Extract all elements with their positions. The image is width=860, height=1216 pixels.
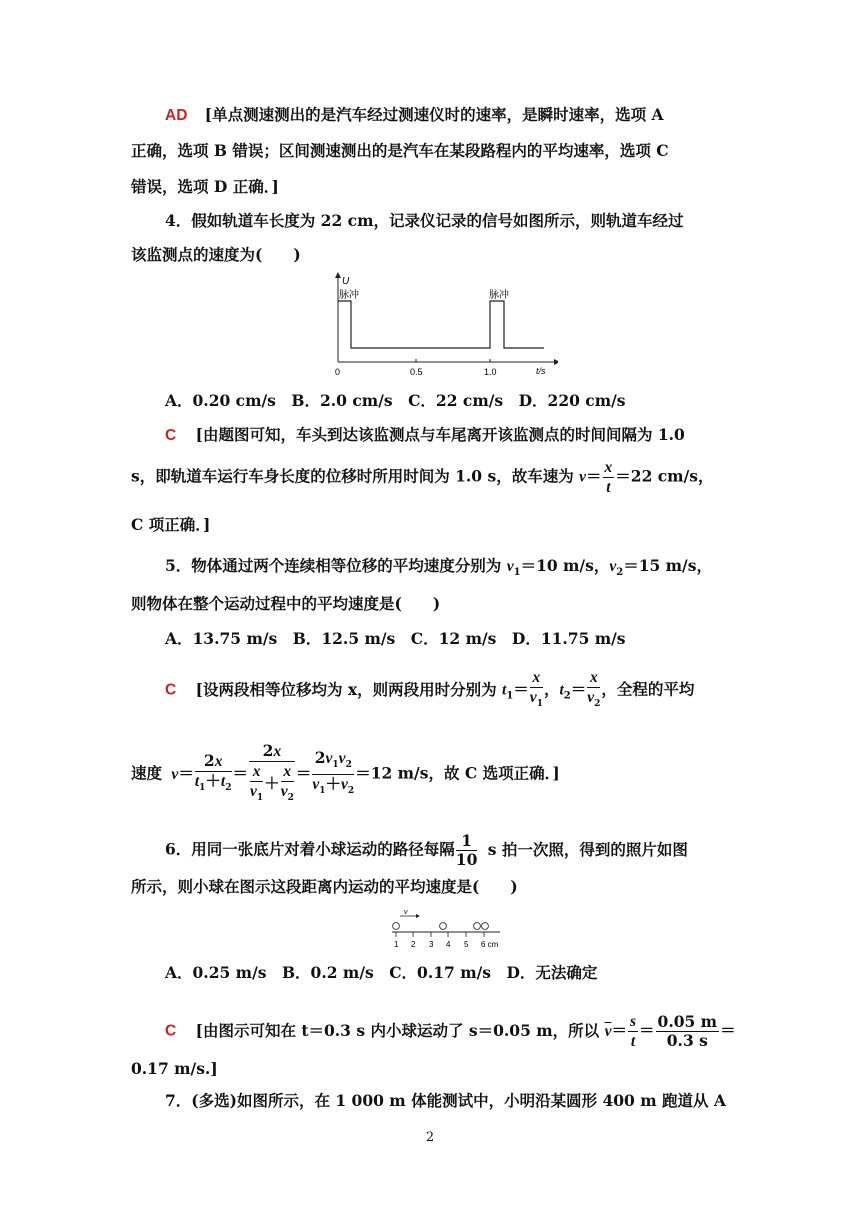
ruler-label-3: 3 [429, 940, 434, 949]
velocity-arrow-label: v [404, 909, 408, 916]
solution-text: ，全程的平均 [601, 679, 695, 699]
solution-text: [单点测速测出的是汽车经过测速仪时的速率，是瞬时速率，选项 A [204, 105, 664, 124]
q6-options: A．0.25 m/s B．0.2 m/s C．0.17 m/s D．无法确定 [165, 963, 598, 982]
q7-stem-line-1: 7．(多选)如图所示，在 1 000 m 体能测试中，小明沿某圆形 400 m 跑道从 A [165, 1091, 726, 1110]
fraction-2x-over-x-sum: 2x $\frac{x}{v_1}$ ＋ $\frac{x}{v_2}$ [250, 741, 294, 804]
stem-text: ＝10 m/s， [520, 556, 610, 575]
solution-text: ＝12 m/s，故 C 选项正确．] [355, 763, 560, 783]
q5-stem-line-1: 5．物体通过两个连续相等位移的平均速度分别为 $v_1=10$ m/s，$v_2=15$ m/s， [165, 556, 712, 579]
ball-position-4 [482, 923, 489, 930]
q6-solution-line-1: C [由图示可知在 t＝0.3 s 内小球运动了 s＝0.05 m，所以 $\overline{v}=$ $\frac{s}{t}$ ＝ $\frac{0.05 m}{0.3 s}$ ＝ [165, 1012, 736, 1050]
ruler-label-4: 4 [446, 940, 451, 949]
q6-solution-line-2: 0.17 m/s.] [131, 1059, 218, 1078]
solution-text: 速度 [131, 763, 163, 783]
x-axis-label: t/s [536, 366, 546, 376]
pulse-label-1: 脉冲 [339, 290, 359, 301]
q4-solution-line-1 [165, 424, 685, 447]
solution-text: [由题图可知，车头到达该监测点与车尾离开该监测点的时间间隔为 1.0 [195, 425, 685, 444]
q4-stem-line-1: 4．假如轨道车长度为 22 cm，记录仪记录的信号如图所示，则轨道车经过 [165, 211, 684, 230]
fraction-2x-over-t-sum: $\frac{2x}{t_1+t_2}$ [194, 751, 232, 794]
ruler-label-5: 5 [464, 940, 469, 949]
tick-label-0.5: 0.5 [410, 367, 423, 377]
q4-solution-line-2: s，即轨道车运行车身长度的位移时所用时间为 1.0 s，故车速为 v＝ $\frac{x}{t}$ ＝22 cm/s， [131, 459, 714, 496]
ruler-label-1: 1 [394, 940, 399, 949]
answer-key: C [165, 1022, 177, 1040]
fraction-x-over-t: $\frac{x}{t}$ [604, 459, 613, 496]
q4-solution-line-3: C 项正确．] [131, 515, 211, 534]
ball-position-3 [474, 923, 481, 930]
q3-solution-line-3: 错误，选项 D 正确．] [131, 177, 279, 196]
fraction-2v1v2-over-v-sum: $\frac{2v_1v_2}{v_1+v_2}$ [312, 747, 355, 797]
q6-stem-line-1 [165, 832, 688, 869]
tick-label-0: 0 [335, 367, 341, 377]
answer-key: C [165, 681, 177, 699]
solution-text: [由图示可知在 t＝0.3 s 内小球运动了 s＝0.05 m，所以 [195, 1020, 600, 1040]
v1-symbol: v [506, 558, 514, 575]
stem-text: 5．物体通过两个连续相等位移的平均速度分别为 [165, 556, 502, 575]
q4-options: A．0.20 cm/s B．2.0 cm/s C．22 cm/s D．220 cm/s [165, 391, 626, 410]
tick-label-1.0: 1.0 [484, 367, 497, 377]
page-number: 2 [425, 1130, 435, 1145]
fraction-one-tenth: $\frac{1}{10}$ [455, 831, 478, 869]
solution-text: s，即轨道车运行车身长度的位移时所用时间为 1.0 s，故车速为 [131, 466, 574, 486]
answer-key: C [165, 427, 177, 444]
q5-solution-line-2: 速度 v＝ $\frac{2x}{t_1+t_2}$ ＝ 2x $\frac{x}{v_1}$ ＋ $\frac{x}{v_2}$ ＝ $\frac{2v_1v_2}{v_1+v_2}$ ＝12 m/s，故 C 选项正确．] [131, 742, 560, 807]
stem-text: 6．用同一张底片对着小球运动的路径每隔 [165, 839, 455, 859]
pulse-signal-graph [318, 270, 558, 380]
solution-text: ＝22 cm/s， [615, 466, 714, 486]
stem-text: s 拍一次照，得到的照片如图 [487, 839, 688, 859]
q5-options: A．13.75 m/s B．12.5 m/s C．12 m/s D．11.75 m/s [165, 629, 626, 648]
q6-stem-line-2: 所示，则小球在图示这段距离内运动的平均速度是( ) [131, 877, 518, 896]
solution-text: [设两段相等位移均为 x，则两段用时分别为 [195, 679, 497, 699]
ball-position-1 [393, 923, 400, 930]
answer-key: AD [165, 107, 188, 124]
stem-text: ＝15 m/s， [623, 556, 712, 575]
v2-symbol: v [609, 558, 617, 575]
ball-ruler-figure [388, 906, 508, 952]
q5-stem-line-2: 则物体在整个运动过程中的平均速度是( ) [131, 594, 441, 613]
ruler-label-6: 6 cm [481, 940, 499, 949]
fraction-distance-over-time: $\frac{0.05 m}{0.3 s}$ [657, 1012, 718, 1050]
q4-stem-line-2: 该监测点的速度为( ) [131, 245, 301, 264]
q3-solution-line-1 [131, 104, 664, 127]
q3-solution-line-2: 正确，选项 B 错误；区间测速测出的是汽车在某段路程内的平均速率，选项 C [131, 141, 669, 160]
y-axis-label: U [342, 276, 350, 287]
fraction-x-over-v2: $\frac{x}{v_2}$ [587, 669, 601, 710]
q5-solution-line-1: C [设两段相等位移均为 x，则两段用时分别为 $t_1=$ $\frac{x}{v_1}$ ，$t_2=$ $\frac{x}{v_2}$ ，全程的平均 [165, 668, 694, 713]
velocity-symbol: v [579, 468, 587, 486]
fraction-x-over-v1: $\frac{x}{v_1}$ [529, 669, 543, 710]
fraction-s-over-t: $\frac{s}{t}$ [629, 1013, 637, 1050]
ball-position-2 [440, 923, 447, 930]
ruler-label-2: 2 [411, 940, 416, 949]
pulse-label-2: 脉冲 [489, 290, 509, 301]
